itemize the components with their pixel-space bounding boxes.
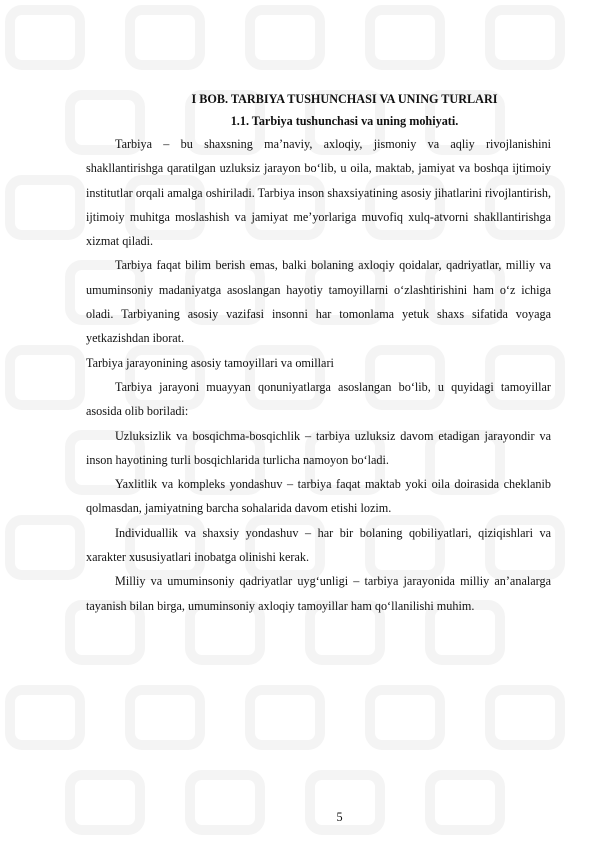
paragraph-purpose: Tarbiya faqat bilim berish emas, balki bolaning axloqiy qoidalar, qadriyatlar, milliy va umuminsoniy madaniyatga asoslangan hayotiy tamoyillarni o‘zlashtirishini ham o‘z ichiga oladi. Tarbiyaning asosiy vazifasi insonni har tomonlama yetuk shaxs sifatida voyaga yetkazishdan iborat. (86, 258, 551, 346)
page-number: 5 (336, 810, 343, 824)
paragraph-principles-intro: Tarbiya jarayoni muayyan qonuniyatlarga asoslangan bo‘lib, u quyidagi tamoyillar asosida olib boriladi: (86, 379, 551, 419)
document-body (86, 89, 551, 618)
paragraph-definition: Tarbiya – bu shaxsning ma’naviy, axloqiy, jismoniy va aqliy rivojlanishini shakllantirishga qaratilgan uzluksiz jarayon bo‘lib, u oila, maktab, jamiyat va boshqa ijtimoiy institutlar orqali amalga oshiriladi. Tarbiya inson shaxsiyatining asosiy jihatlarini rivojlantirish, ijtimoiy muhitga moslashish va jamiyat me’yorlariga muvofiq xulq-atvorni shakllantirishga xizmat qiladi. (86, 137, 551, 249)
subheading-principles: Tarbiya jarayonining asosiy tamoyillari va omillari (86, 355, 334, 370)
paragraph-values-harmony: Milliy va umuminsoniy qadriyatlar uyg‘unligi – tarbiya jarayonida milliy an’analarga tayanish bilan birga, umuminsoniy axloqiy tamoyillar ham qo‘llanilishi muhim. (86, 574, 551, 613)
paragraph-individuality: Individuallik va shaxsiy yondashuv – har bir bolaning qobiliyatlari, qiziqishlari va xarakter xususiyatlari inobatga olinishi kerak. (86, 525, 551, 565)
paragraph-integrity: Yaxlitlik va kompleks yondashuv – tarbiya faqat maktab yoki oila doirasida cheklanib qolmasdan, jamiyatning barcha sohalarida davom etishi lozim. (86, 477, 551, 516)
chapter-title: I BOB. TARBIYA TUSHUNCHASI VA UNING TURLARI (191, 92, 498, 106)
section-title: 1.1. Tarbiya tushunchasi va uning mohiyati. (230, 114, 459, 128)
paragraph-continuity: Uzluksizlik va bosqichma-bosqichlik – tarbiya uzluksiz davom etadigan jarayondir va inson hayotining turli bosqichlarida turlicha namoyon bo‘ladi. (86, 428, 551, 467)
